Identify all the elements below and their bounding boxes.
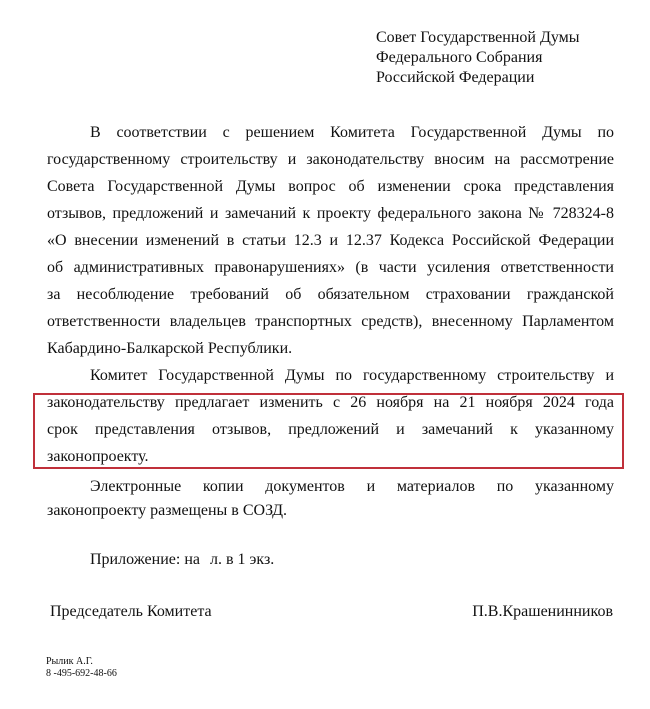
text-line: государственному строительству и законодательству вносим на рассмотрение [47, 151, 614, 168]
highlight-box [33, 393, 624, 469]
text-line: Кабардино-Балкарской Республики. [47, 340, 293, 357]
text-line: Совета Государственной Думы вопрос об изменении срока представления [47, 178, 614, 195]
addressee-line: Российской Федерации [376, 69, 535, 86]
text-line: Комитет Государственной Думы по государственному строительству и [90, 367, 614, 384]
text-line: об административных правонарушениях» (в части усиления ответственности [47, 259, 614, 276]
text-line: за несоблюдение требований об обязательном страховании гражданской [47, 286, 614, 303]
text-line: ответственности владельцев транспортных средств), внесенному Парламентом [47, 313, 614, 330]
text-line: В соответствии с решением Комитета Государственной Думы по [90, 124, 614, 141]
executor-name: Рылик А.Г. [46, 656, 93, 667]
text-line: «О внесении изменений в статьи 12.3 и 12.37 Кодекса Российской Федерации [47, 232, 614, 249]
addressee-line: Совет Государственной Думы [376, 29, 580, 46]
signature-title: Председатель Комитета [50, 603, 212, 620]
text-line: Электронные копии документов и материалов по указанному [90, 478, 614, 495]
addressee-line: Федерального Собрания [376, 49, 543, 66]
executor-phone: 8 -495-692-48-66 [46, 668, 117, 679]
text-line: законодательству предлагает изменить с 26 ноября на 21 ноября 2024 года [47, 394, 614, 411]
text-line: отзывов, предложений и замечаний к проекту федерального закона № 728324-8 [47, 205, 614, 222]
signature-name: П.В.Крашенинников [472, 603, 613, 620]
attachment-suffix: л. в 1 экз. [210, 551, 275, 568]
text-line: срок представления отзывов, предложений и замечаний к указанному [47, 421, 614, 438]
text-line: законопроекту размещены в СОЗД. [47, 502, 288, 519]
attachment-prefix: Приложение: на [90, 551, 200, 568]
text-line: законопроекту. [47, 448, 149, 465]
